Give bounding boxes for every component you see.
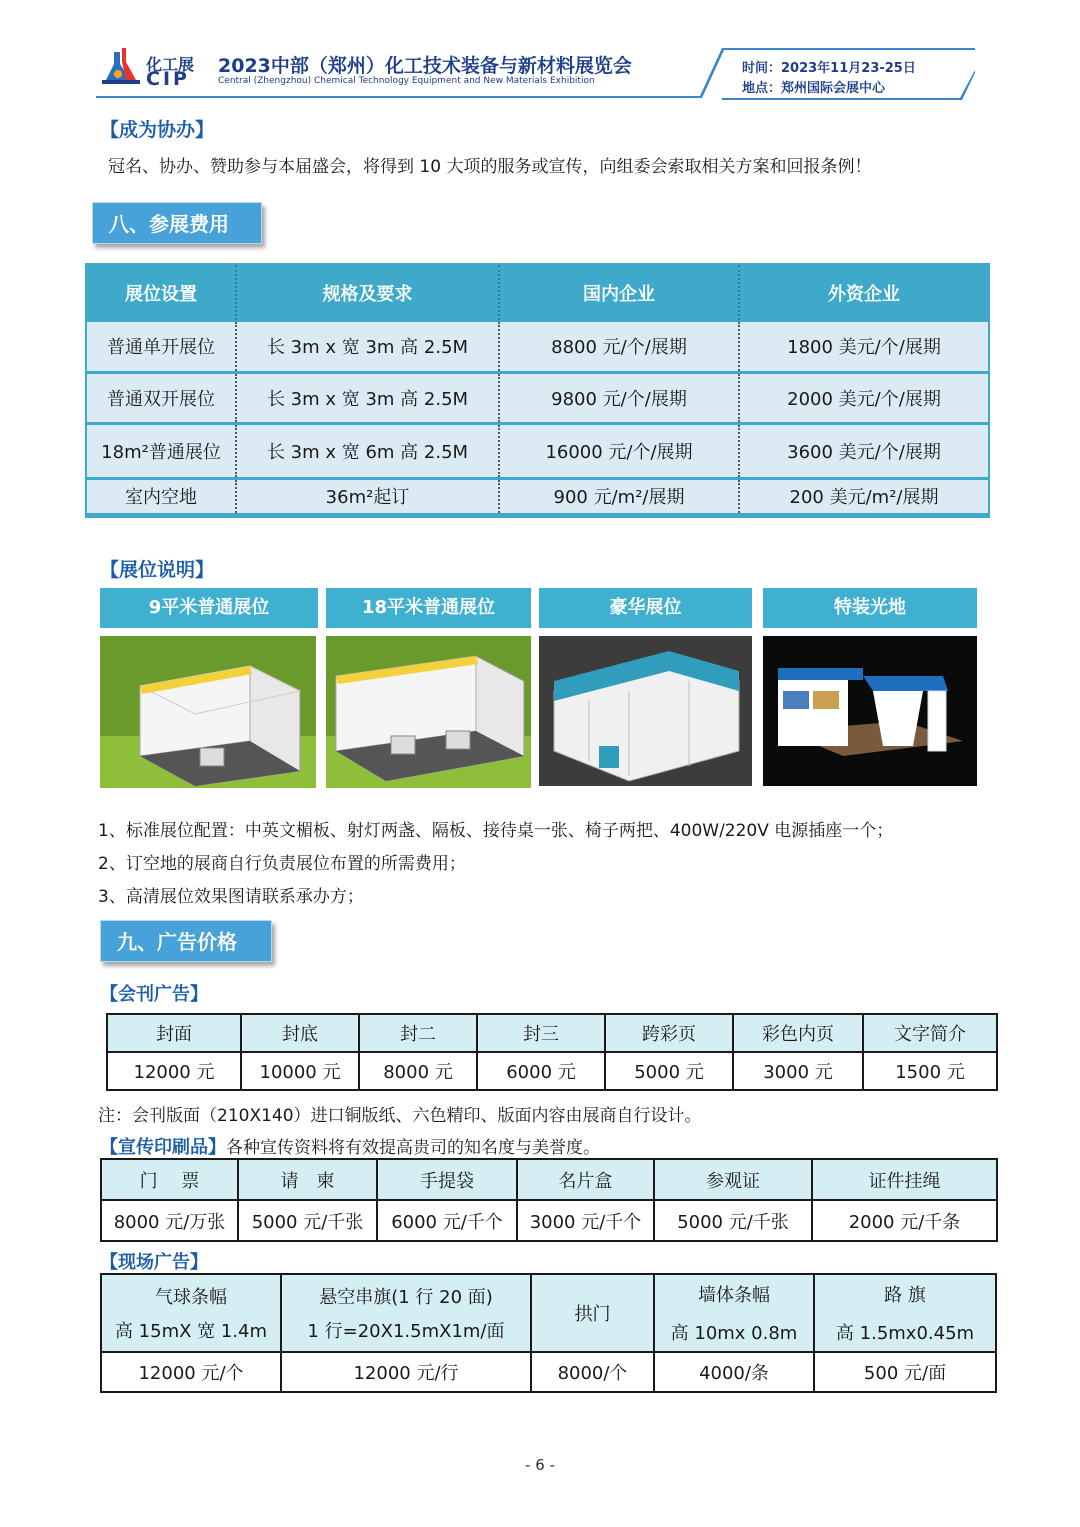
fee-cell: 普通单开展位: [87, 321, 236, 372]
print-col: 证件挂绳: [812, 1159, 997, 1200]
exhibition-title: 2023中部（郑州）化工技术装备与新材料展览会: [218, 55, 632, 77]
onsite-col-line1: 路 旗: [884, 1285, 926, 1306]
onsite-col-line2: 高 1.5mx0.45m: [835, 1323, 975, 1344]
fee-cell: 36m²起订: [236, 478, 499, 514]
print-col: 门 票: [101, 1159, 238, 1200]
journal-col: 封三: [477, 1014, 605, 1052]
cosponsor-heading: 【成为协办】: [100, 119, 215, 141]
section-8-badge: 八、参展费用: [92, 202, 262, 244]
journal-price: 5000 元: [605, 1052, 733, 1090]
fee-cell: 长 3m x 宽 3m 高 2.5M: [236, 321, 499, 372]
onsite-price: 12000 元/个: [101, 1352, 281, 1392]
onsite-col-line2: 高 15mX 宽 1.4m: [114, 1321, 268, 1342]
fee-cell: 普通双开展位: [87, 372, 236, 423]
onsite-col: [101, 1274, 281, 1352]
table-row: [107, 1052, 997, 1090]
print-col: 手提袋: [377, 1159, 517, 1200]
print-desc: 各种宣传资料将有效提高贵司的知名度与美誉度。: [226, 1138, 600, 1158]
print-col: 名片盒: [517, 1159, 654, 1200]
journal-col: 文字简介: [863, 1014, 997, 1052]
fee-cell: 9800 元/个/展期: [499, 372, 739, 423]
booth-heading: 【展位说明】: [100, 559, 215, 581]
onsite-col: [814, 1274, 996, 1352]
onsite-header-row: [101, 1274, 996, 1352]
print-price: 8000 元/万张: [101, 1200, 238, 1241]
onsite-price: 12000 元/行: [281, 1352, 531, 1392]
fee-cell: 18m²普通展位: [87, 423, 236, 478]
fee-cell: 3600 美元/个/展期: [739, 423, 988, 478]
section-9-badge: 九、广告价格: [100, 920, 272, 962]
onsite-table: [100, 1273, 997, 1393]
journal-price: 3000 元: [733, 1052, 863, 1090]
fee-table-header: [87, 265, 988, 321]
fee-cell: 长 3m x 宽 3m 高 2.5M: [236, 372, 499, 423]
print-price: 6000 元/千个: [377, 1200, 517, 1241]
journal-note: 注：会刊版面（210X140）进口铜版纸、六色精印、版面内容由展商自行设计。: [98, 1106, 702, 1126]
onsite-col: [654, 1274, 814, 1352]
journal-col: 封二: [359, 1014, 477, 1052]
journal-ad-table: [106, 1013, 998, 1091]
fee-cell: 900 元/m²/展期: [499, 478, 739, 514]
booth-title-9sqm: 9平米普通展位: [100, 588, 318, 628]
journal-price: 6000 元: [477, 1052, 605, 1090]
page-header: [0, 0, 1080, 105]
journal-col: 跨彩页: [605, 1014, 733, 1052]
table-row: [87, 321, 988, 372]
fee-table: [87, 265, 988, 516]
onsite-col: [281, 1274, 531, 1352]
booth-note-1: 1、标准展位配置：中英文楣板、射灯两盏、隔板、接待桌一张、椅子两把、400W/220V 电源插座一个；: [98, 821, 894, 841]
fee-cell: 1800 美元/个/展期: [739, 321, 988, 372]
print-col: 请 柬: [238, 1159, 377, 1200]
fee-col-header: 国内企业: [499, 265, 739, 321]
fee-cell: 16000 元/个/展期: [499, 423, 739, 478]
journal-price: 8000 元: [359, 1052, 477, 1090]
fee-cell: 8800 元/个/展期: [499, 321, 739, 372]
booth-9sqm-image: [100, 636, 316, 788]
journal-col: 封底: [241, 1014, 359, 1052]
journal-col: 彩色内页: [733, 1014, 863, 1052]
exhibition-place: 地点：郑州国际会展中心: [742, 81, 886, 96]
table-row: [87, 478, 988, 514]
logo-text-en: CIP: [146, 68, 190, 90]
booth-note-2: 2、订空地的展商自行负责展位布置的所需费用；: [98, 854, 466, 874]
booth-title-18sqm: 18平米普通展位: [326, 588, 531, 628]
table-row: [87, 423, 988, 478]
table-row: [101, 1352, 996, 1392]
onsite-price: 8000/个: [531, 1352, 654, 1392]
journal-price: 1500 元: [863, 1052, 997, 1090]
cosponsor-text: 冠名、协办、赞助参与本届盛会，将得到 10 大项的服务或宣传，向组委会索取相关方案和回报条例！: [108, 157, 872, 177]
table-row: [101, 1200, 997, 1241]
onsite-col-line2: 1 行=20X1.5mX1m/面: [307, 1321, 505, 1342]
print-col: 参观证: [654, 1159, 812, 1200]
onsite-col: [531, 1274, 654, 1352]
onsite-col-line1: 悬空串旗(1 行 20 面): [319, 1287, 493, 1308]
fee-cell: 室内空地: [87, 478, 236, 514]
fee-col-header: 规格及要求: [236, 265, 499, 321]
journal-col: 封面: [107, 1014, 241, 1052]
fee-col-header: 外资企业: [739, 265, 988, 321]
print-price: 5000 元/千张: [654, 1200, 812, 1241]
fee-cell: 2000 美元/个/展期: [739, 372, 988, 423]
onsite-price: 500 元/面: [814, 1352, 996, 1392]
journal-price: 10000 元: [241, 1052, 359, 1090]
print-heading: 【宣传印刷品】: [100, 1137, 226, 1158]
page-number: - 6 -: [525, 1456, 555, 1474]
fee-cell: 200 美元/m²/展期: [739, 478, 988, 514]
table-row: [87, 372, 988, 423]
onsite-heading: 【现场广告】: [100, 1252, 208, 1273]
onsite-col-line2: 高 10mx 0.8m: [670, 1323, 798, 1344]
print-price: 5000 元/千张: [238, 1200, 377, 1241]
booth-title-special: 特装光地: [763, 588, 977, 628]
booth-special-image: [763, 636, 977, 786]
booth-note-3: 3、高清展位效果图请联系承办方；: [98, 887, 364, 907]
fee-cell: 长 3m x 宽 6m 高 2.5M: [236, 423, 499, 478]
exhibition-title-en: Central (Zhengzhou) Chemical Technology Equipment and New Materials Exhibition: [218, 76, 595, 86]
journal-header-row: [107, 1014, 997, 1052]
print-heading-line: [100, 1133, 600, 1159]
logo-text-cn: 化工展: [146, 55, 195, 74]
print-price: 3000 元/千个: [517, 1200, 654, 1241]
onsite-col-line1: 气球条幅: [155, 1287, 227, 1308]
onsite-price: 4000/条: [654, 1352, 814, 1392]
exhibition-time: 时间：2023年11月23-25日: [742, 61, 916, 76]
booth-luxury-image: [539, 636, 752, 786]
booth-18sqm-image: [326, 636, 531, 788]
print-price: 2000 元/千条: [812, 1200, 997, 1241]
print-table: [100, 1158, 998, 1242]
print-header-row: [101, 1159, 997, 1200]
onsite-col-line1: 拱门: [574, 1304, 611, 1325]
journal-ad-heading: 【会刊广告】: [100, 984, 208, 1005]
booth-title-luxury: 豪华展位: [539, 588, 752, 628]
journal-price: 12000 元: [107, 1052, 241, 1090]
fee-col-header: 展位设置: [87, 265, 236, 321]
onsite-col-line1: 墙体条幅: [698, 1285, 770, 1306]
